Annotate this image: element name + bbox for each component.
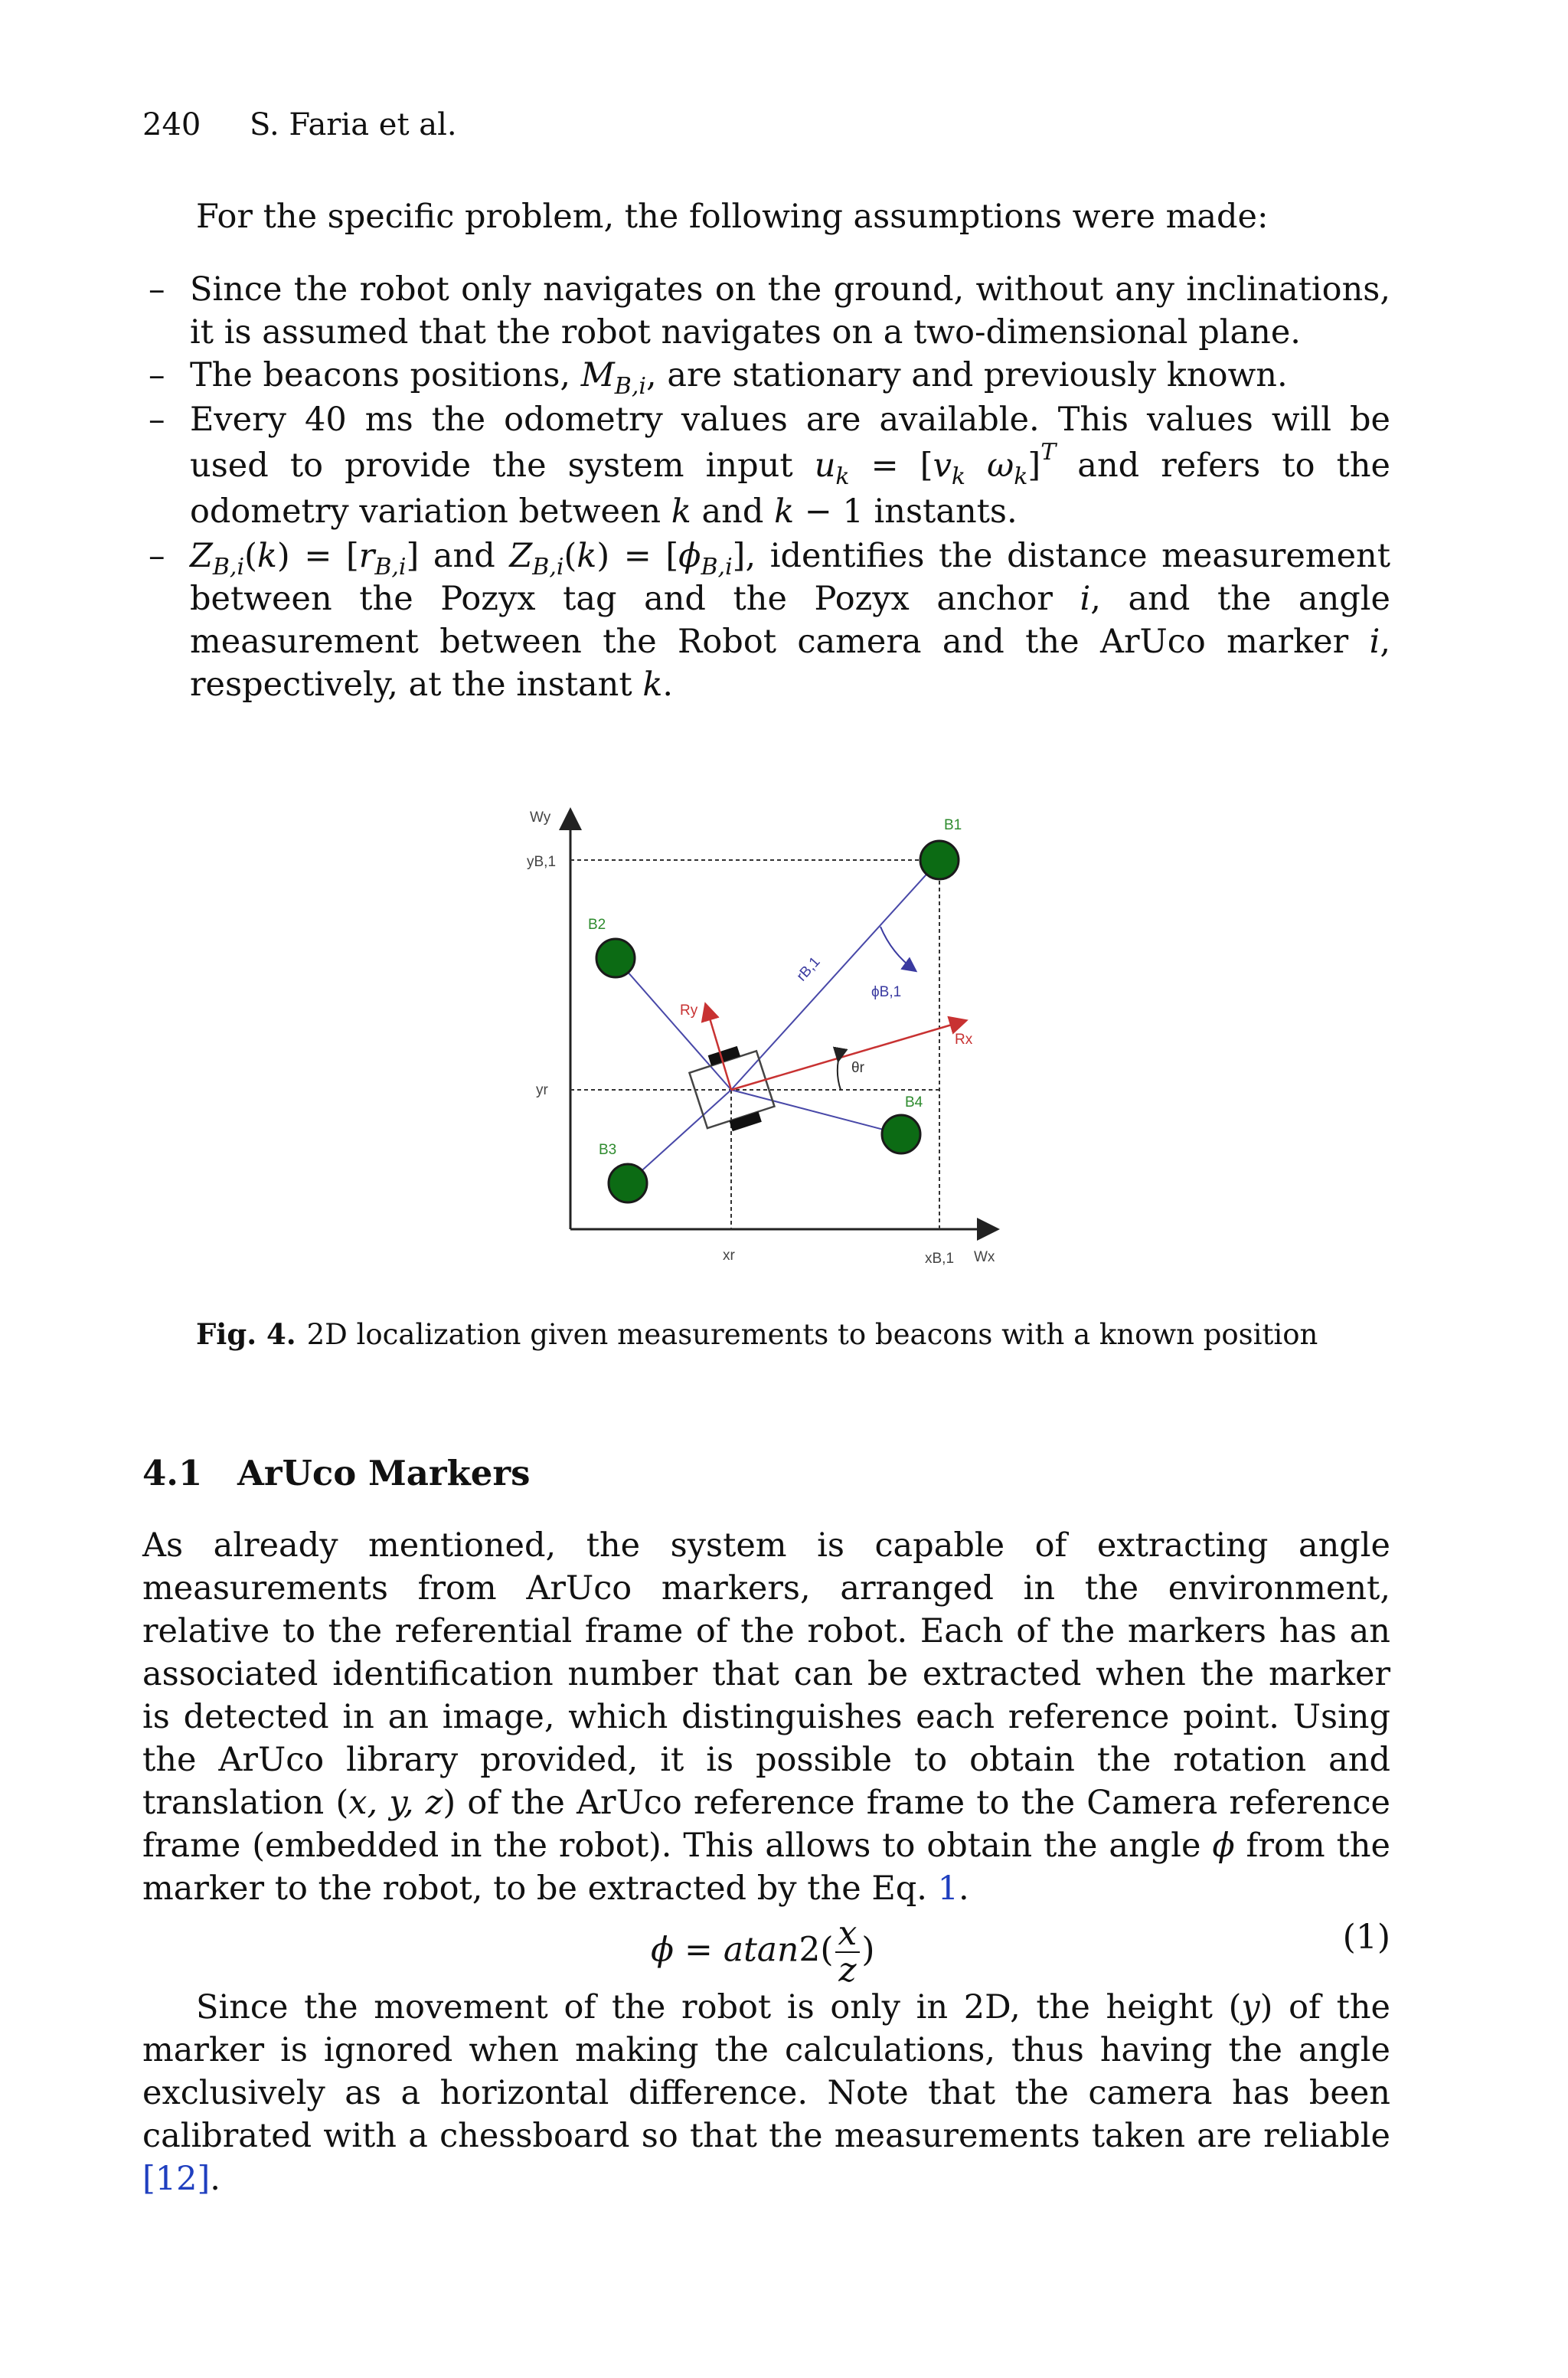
assumption-list [142, 268, 1390, 706]
rb1-label: rB,1 [793, 953, 824, 985]
paragraph-text: . [210, 2160, 220, 2198]
section-title: ArUco Markers [237, 1453, 531, 1493]
equation-1 [651, 1899, 1390, 1990]
bullet-text: Since the robot only navigates on the ground, without any inclinations, it is assumed that the robot navigates on a two-dimensional plane. [190, 270, 1390, 352]
yr-label: yr [536, 1082, 548, 1098]
theta-label: θr [851, 1060, 864, 1076]
bullet-text: and [691, 492, 775, 531]
list-dash: – [149, 537, 165, 575]
b3-label: B3 [599, 1142, 617, 1158]
figure-caption [196, 1317, 1318, 1351]
beacon-b3 [609, 1164, 647, 1202]
page-number: 240 [142, 107, 201, 142]
bullet-text: , respectively, at the instant [190, 623, 1390, 704]
beacon-b2 [596, 939, 635, 977]
list-item: – Every 40 ms the odometry values are available. This values will be used to provide the system input $u_k = [v_k$ $\omega_k]^T$ and refers to the odometry variation between k and k − 1 instants. [142, 397, 1390, 535]
beacon-b1 [920, 841, 959, 879]
b2-label: B2 [588, 917, 606, 933]
equation-number: (1) [1342, 1918, 1390, 1957]
section-heading [142, 1453, 530, 1493]
yb1-label: yB,1 [527, 854, 557, 870]
eq-denominator: z [838, 1951, 857, 1990]
eq-close: ) [861, 1930, 875, 1970]
list-item: – The beacons positions, $M_{B,i}$, are stationary and previously known. [142, 354, 1390, 397]
eq-fn: atan [723, 1930, 799, 1970]
body-paragraph: Since the movement of the robot is only in 2D, the height (y) of the marker is ignored when making the calculations, thus having the angle exclusively as a horizontal difference. Note that the camera has been calibrated with a chessboard so that the measurements taken are reliable [12]. [142, 1988, 1391, 2198]
list-dash: – [149, 270, 165, 309]
paragraph-text: from the marker to the robot, to be extracted by the Eq. [142, 1827, 1390, 1908]
paragraph-text: of the marker is ignored when making the calculations, thus having the angle exclusively as a horizontal difference. Note that the camera has been calibrated with a chessboard so that the measurements taken are reliable [142, 1988, 1391, 2155]
line-to-b2 [616, 958, 731, 1090]
ry-axis [706, 1006, 731, 1090]
caption-label: Fig. 4. [196, 1317, 296, 1351]
bullet-text: , identifies the distance measurement between the Pozyx tag and the Pozyx anchor [190, 537, 1390, 618]
line-to-b1 [731, 860, 939, 1090]
bullet-text: , are stationary and previously known. [645, 356, 1288, 394]
list-dash: – [149, 356, 165, 394]
paragraph-text: . [958, 1869, 969, 1908]
phib1-label: ϕB,1 [871, 984, 902, 1000]
xb1-label: xB,1 [925, 1251, 955, 1267]
theta-arc [838, 1060, 841, 1090]
phi-arc [880, 927, 915, 970]
bullet-text: and refers to the odometry variation between [190, 446, 1390, 531]
equation-ref-link[interactable]: 1 [937, 1869, 959, 1908]
running-authors: S. Faria et al. [250, 107, 457, 142]
bullet-text: The beacons positions, [190, 356, 581, 394]
bullet-text: . [662, 666, 674, 704]
xr-label: xr [723, 1248, 735, 1264]
bullet-text: and [419, 537, 510, 575]
ry-label: Ry [680, 1003, 698, 1019]
paragraph-text: of the ArUco reference frame to the Camera reference frame (embedded in the robot). This allows to obtain the angle [142, 1784, 1390, 1865]
b4-label: B4 [905, 1094, 923, 1110]
bullet-text: instants. [863, 492, 1018, 531]
localization-figure [505, 800, 1011, 1283]
eq-two: 2( [799, 1930, 834, 1970]
bullet-text: Every 40 ms the odometry values are available. This values will be used to provide the system input [190, 401, 1390, 485]
wx-label: Wx [974, 1249, 995, 1265]
list-dash: – [149, 401, 165, 439]
paragraph-text: As already mentioned, the system is capable of extracting angle measurements from ArUco markers, arranged in the environment, relative to the referential frame of the robot. Each of the markers has an associated identification number that can be extracted when the marker is detected in an image, which distinguishes each reference point. Using the ArUco library provided, it is possible to obtain the rotation and translation [142, 1526, 1390, 1822]
list-item [142, 268, 1390, 354]
eq-fraction [835, 1916, 861, 1988]
body-paragraph: As already mentioned, the system is capable of extracting angle measurements from ArUco markers, arranged in the environment, relative to the referential frame of the robot. Each of the markers has an associated identification number that can be extracted when the marker is detected in an image, which distinguishes each reference point. Using the ArUco library provided, it is possible to obtain the rotation and translation (x, y, z) of the ArUco reference frame to the Camera reference frame (embedded in the robot). This allows to obtain the angle ϕ from the marker to the robot, to be extracted by the Eq. 1. [142, 1526, 1390, 1908]
running-head [142, 107, 457, 142]
wy-label: Wy [530, 810, 551, 826]
beacon-b4 [882, 1115, 920, 1153]
caption-text: 2D localization given measurements to beacons with a known position [306, 1318, 1318, 1351]
eq-lhs: ϕ = [651, 1930, 724, 1970]
eq-numerator: x [835, 1916, 861, 1953]
section-number: 4.1 [142, 1453, 203, 1493]
bullet-text: , and the angle measurement between the Robot camera and the ArUco marker [190, 580, 1390, 661]
intro-paragraph: For the specific problem, the following assumptions were made: [196, 198, 1269, 236]
list-item: – $Z_{B,i}(k) = [r_{B,i}]$ and $Z_{B,i}(k) = [\phi_{B,i}]$, identifies the distance measurement between the Pozyx tag and the Pozyx anchor i, and the angle measurement between the Robot camera and the ArUco marker i, respectively, at the instant k. [142, 535, 1390, 706]
paragraph-text: Since the movement of the robot is only in 2D, the height [196, 1988, 1229, 2026]
rx-label: Rx [955, 1032, 973, 1048]
b1-label: B1 [944, 817, 962, 833]
equation-body [651, 1916, 875, 1988]
line-to-b3 [628, 1090, 731, 1183]
citation-link[interactable]: [12] [142, 2160, 211, 2198]
rx-axis [731, 1021, 965, 1090]
